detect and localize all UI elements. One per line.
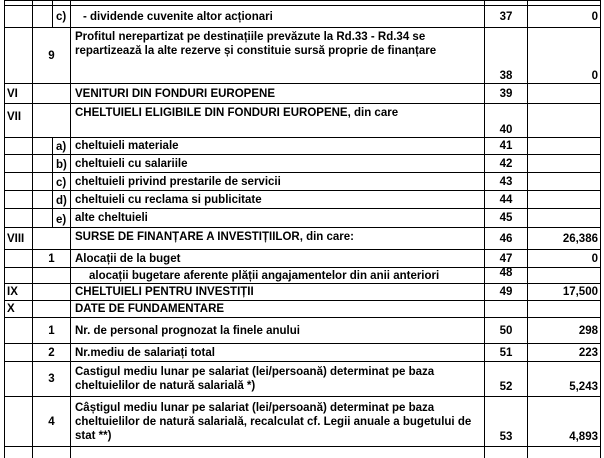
number-cell: 9 [33, 28, 71, 84]
sub-letter-cell: a) [53, 138, 71, 155]
value-cell [528, 191, 601, 209]
description-cell: alocații bugetare aferente plății angajamentelor din anii anteriori [71, 268, 485, 284]
row-code-cell: 43 [485, 173, 528, 191]
value-cell: 26,386 [528, 228, 601, 250]
roman-cell: VII [5, 104, 33, 138]
value-cell [528, 268, 601, 284]
roman-cell [5, 191, 33, 209]
roman-cell: VIII [5, 228, 33, 250]
value-cell [528, 209, 601, 228]
description-cell: cheltuieli cu salariile [71, 155, 485, 173]
value-cell: 0 [528, 250, 601, 268]
description-cell: cheltuieli materiale [71, 138, 485, 155]
number-cell: 1 [33, 318, 71, 344]
roman-cell [5, 28, 33, 84]
number-cell [33, 173, 53, 191]
table-row [5, 84, 601, 104]
table-row [5, 191, 601, 209]
table-row [5, 173, 601, 191]
roman-cell [5, 209, 33, 228]
table-row [5, 397, 601, 447]
table-row [5, 362, 601, 397]
table-row [5, 268, 601, 284]
row-code-cell: 49 [485, 284, 528, 301]
roman-cell: X [5, 301, 33, 318]
roman-cell [5, 6, 33, 28]
table-row [5, 155, 601, 173]
table-row [5, 301, 601, 318]
row-code-cell: 40 [485, 104, 528, 138]
roman-cell [5, 268, 33, 284]
table-row [5, 209, 601, 228]
row-code-cell: 41 [485, 138, 528, 155]
row-code-cell: 38 [485, 28, 528, 84]
sub-letter-cell: b) [53, 155, 71, 173]
number-cell: 4 [33, 397, 71, 447]
value-cell: 5,243 [528, 362, 601, 397]
description-cell: alte cheltuieli [71, 209, 485, 228]
number-cell [33, 268, 71, 284]
number-cell [33, 209, 53, 228]
row-code-cell: 53 [485, 397, 528, 447]
roman-cell [5, 362, 33, 397]
row-code-cell: 37 [485, 6, 528, 28]
number-cell [33, 155, 53, 173]
roman-cell [5, 173, 33, 191]
description-cell: - dividende cuvenite altor acționari [71, 6, 485, 28]
value-cell [528, 173, 601, 191]
roman-cell [5, 397, 33, 447]
table-row [5, 104, 601, 138]
table-row [5, 284, 601, 301]
roman-cell [5, 250, 33, 268]
table-row [5, 138, 601, 155]
description-cell: cheltuieli cu reclama si publicitate [71, 191, 485, 209]
roman-cell [5, 155, 33, 173]
number-cell: 1 [33, 250, 71, 268]
table-row [5, 318, 601, 344]
roman-cell: IX [5, 284, 33, 301]
value-cell [528, 138, 601, 155]
row-code-cell: 50 [485, 318, 528, 344]
number-cell [33, 191, 53, 209]
description-cell: Castigul mediu lunar pe salariat (lei/persoană) determinat pe baza cheltuielilor de natură salarială *) [71, 362, 485, 397]
description-cell: CHELTUIELI PENTRU INVESTIȚII [71, 284, 485, 301]
description-cell: cheltuieli privind prestarile de servicii [71, 173, 485, 191]
table-row-partial-bottom [5, 447, 601, 458]
table-row [5, 28, 601, 84]
value-cell: 0 [528, 6, 601, 28]
row-code-cell: 47 [485, 250, 528, 268]
value-cell [528, 301, 601, 318]
value-cell: 223 [528, 344, 601, 362]
number-cell [33, 284, 71, 301]
value-cell [528, 104, 601, 138]
description-cell: CHELTUIELI ELIGIBILE DIN FONDURI EUROPENE, din care [71, 104, 485, 138]
roman-cell [5, 344, 33, 362]
sub-letter-cell: e) [53, 209, 71, 228]
sub-letter-cell: c) [53, 6, 71, 28]
description-cell: SURSE DE FINANȚARE A INVESTIȚIILOR, din care: [71, 228, 485, 250]
table-row [5, 344, 601, 362]
roman-cell: VI [5, 84, 33, 104]
value-cell: 0 [528, 28, 601, 84]
row-code-cell: 46 [485, 228, 528, 250]
table-row [5, 228, 601, 250]
description-cell: Profitul nerepartizat pe destinațiile prevăzute la Rd.33 - Rd.34 se repartizează la alte rezerve și constituie sursă proprie de finanțare [71, 28, 485, 84]
value-cell: 298 [528, 318, 601, 344]
row-code-cell: 39 [485, 84, 528, 104]
row-code-cell: 51 [485, 344, 528, 362]
sub-letter-cell: c) [53, 173, 71, 191]
row-code-cell: 45 [485, 209, 528, 228]
value-cell [528, 155, 601, 173]
row-code-cell: 48 [485, 268, 528, 284]
number-cell [33, 104, 71, 138]
number-cell [33, 228, 71, 250]
budget-indicators-table [4, 0, 601, 458]
number-cell [33, 138, 53, 155]
description-cell: Nr.mediu de salariați total [71, 344, 485, 362]
number-cell [33, 84, 71, 104]
value-cell: 17,500 [528, 284, 601, 301]
description-cell: Alocații de la buget [71, 250, 485, 268]
number-cell: 2 [33, 344, 71, 362]
description-cell: Nr. de personal prognozat la finele anului [71, 318, 485, 344]
number-cell [33, 6, 53, 28]
description-cell: VENITURI DIN FONDURI EUROPENE [71, 84, 485, 104]
value-cell [528, 84, 601, 104]
row-code-cell: 42 [485, 155, 528, 173]
row-code-cell [485, 301, 528, 318]
value-cell: 4,893 [528, 397, 601, 447]
roman-cell [5, 318, 33, 344]
number-cell [33, 301, 71, 318]
description-cell: Câștigul mediu lunar pe salariat (lei/persoană) determinat pe baza cheltuielilor de natură salarială, recalculat cf. Legii anuale a bugetului de stat **) [71, 397, 485, 447]
description-cell: DATE DE FUNDAMENTARE [71, 301, 485, 318]
number-cell: 3 [33, 362, 71, 397]
row-code-cell: 44 [485, 191, 528, 209]
table-row [5, 250, 601, 268]
row-code-cell: 52 [485, 362, 528, 397]
table-row [5, 6, 601, 28]
roman-cell [5, 138, 33, 155]
sub-letter-cell: d) [53, 191, 71, 209]
